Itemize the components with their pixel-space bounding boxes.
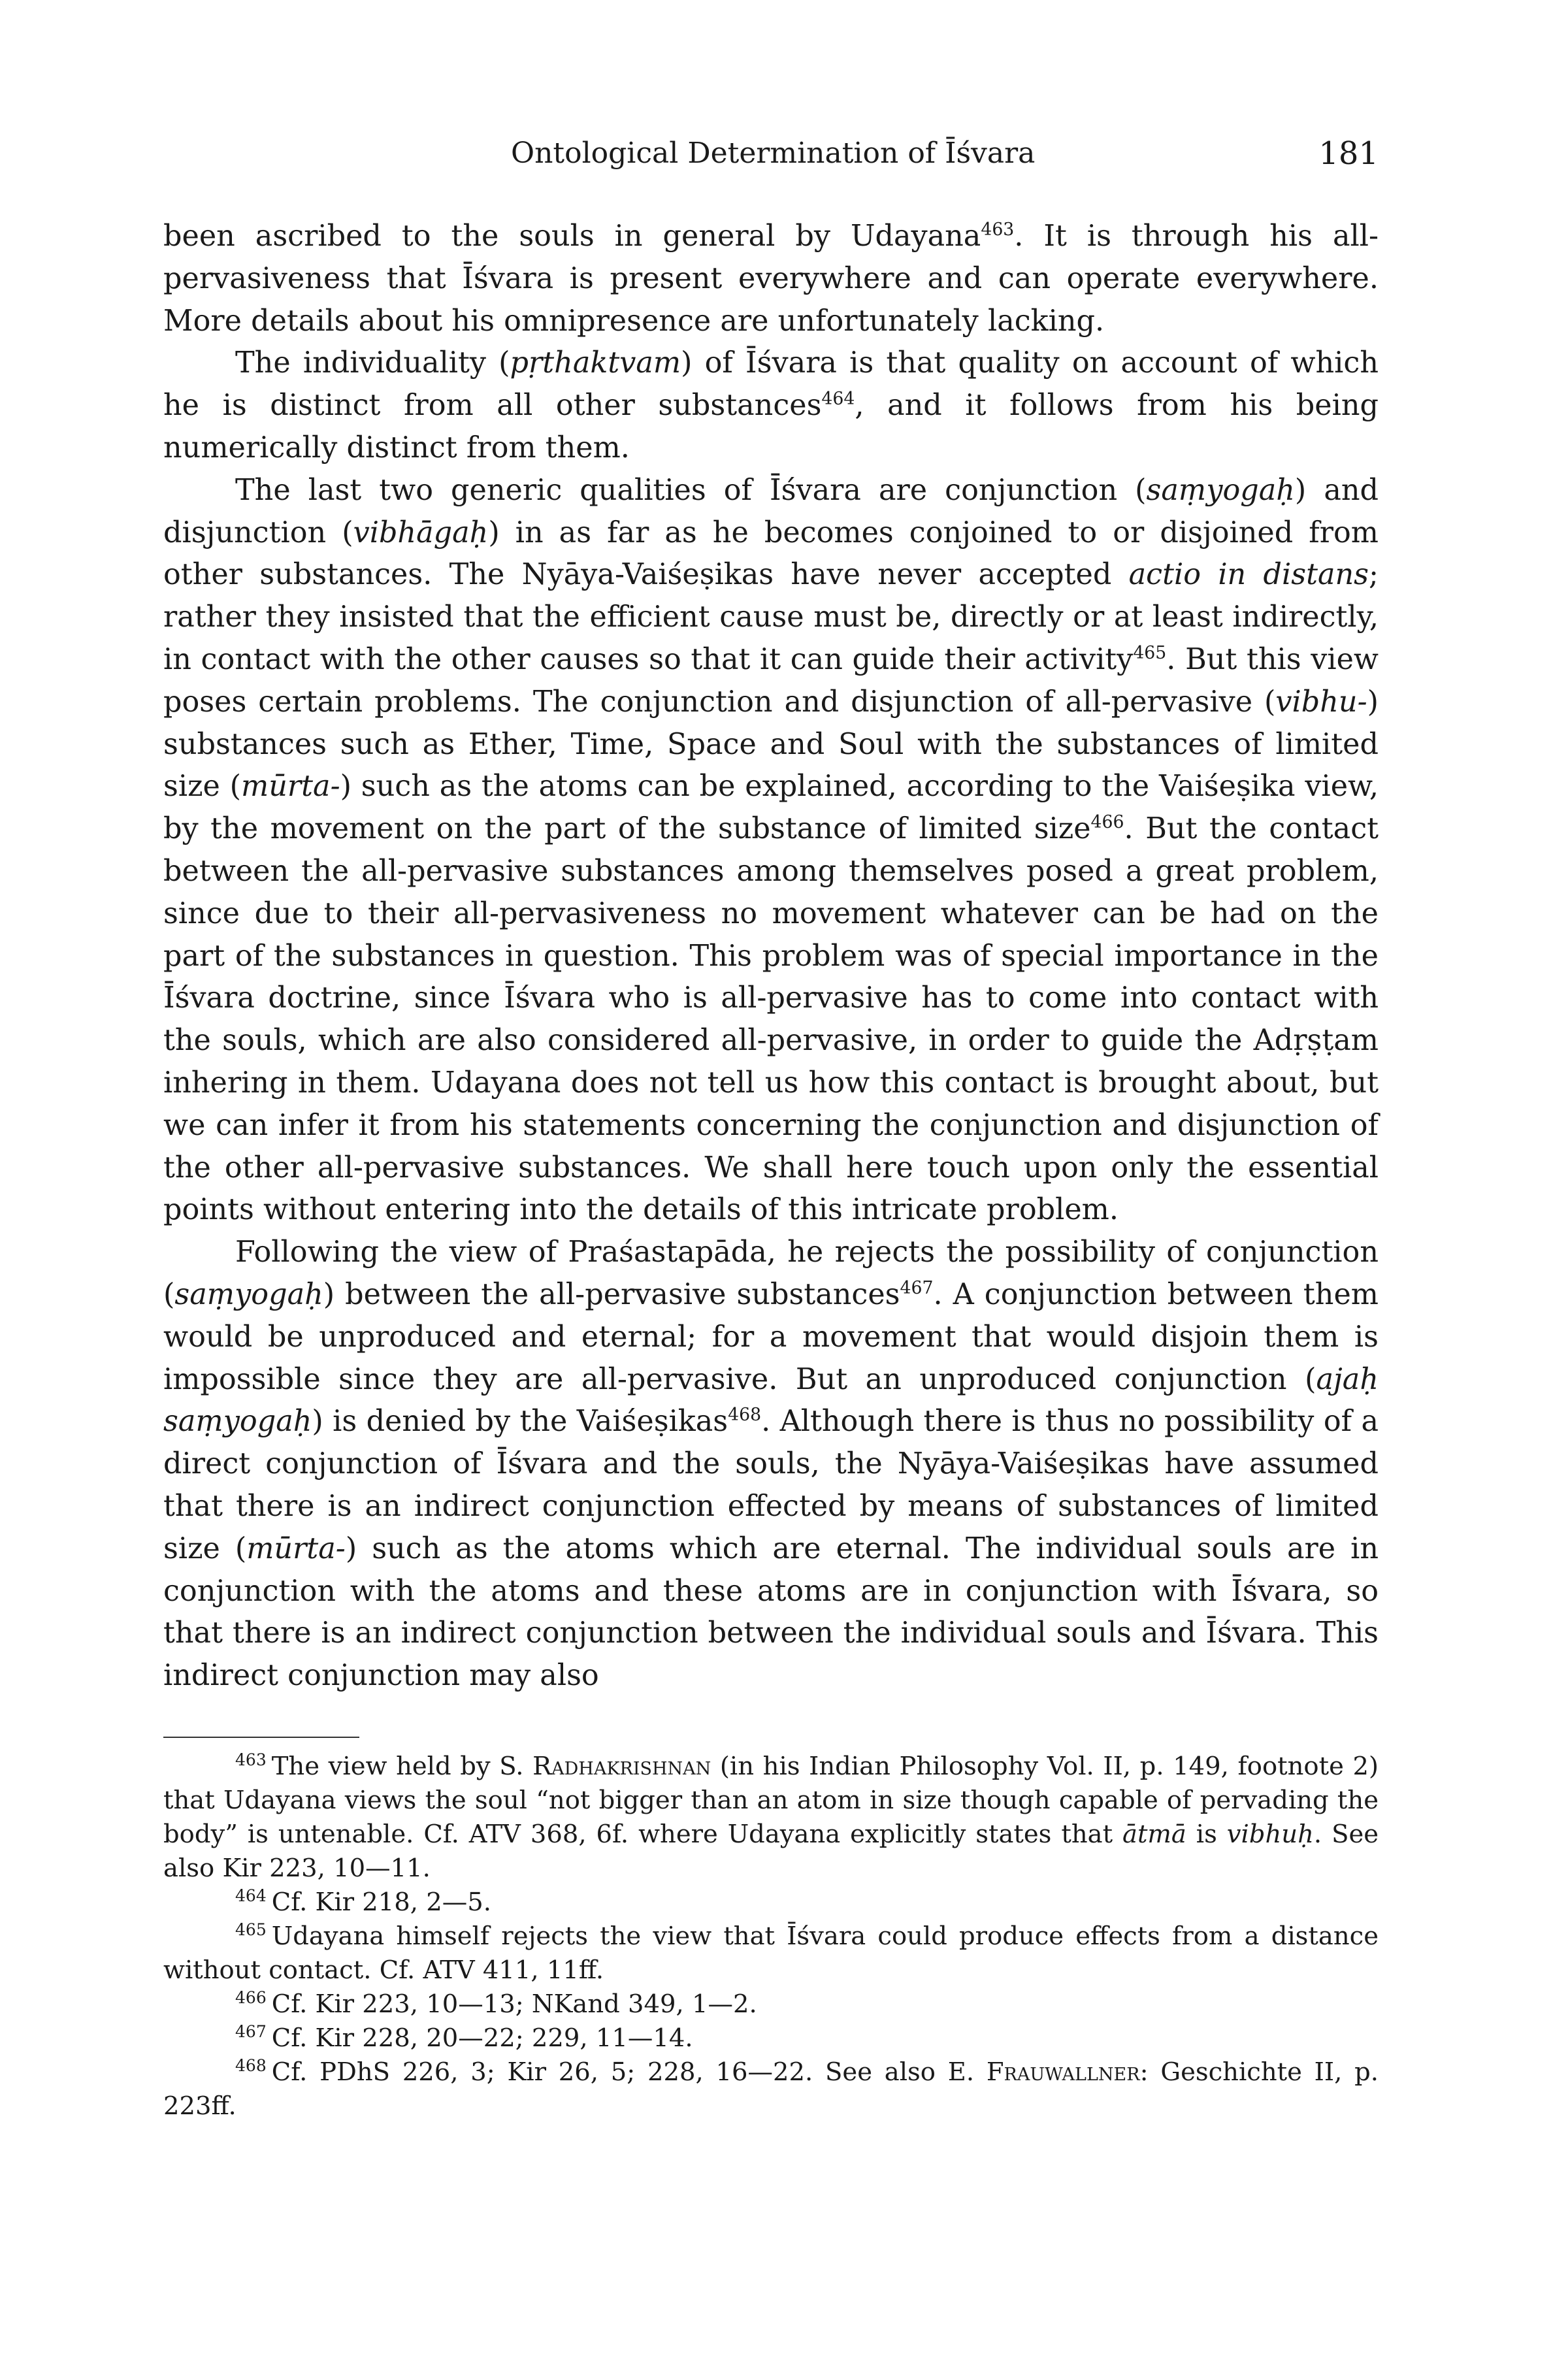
footnotes: [163, 1750, 1379, 2123]
body-paragraph: [163, 470, 1379, 1232]
text-run: ) is denied by the Vaiśeṣikas: [312, 1405, 728, 1439]
italic-term: mūrta-: [246, 1531, 346, 1565]
text-run: . But the contact between the all-pervasive substances among themselves posed a great problem, since due to their all-pervasiveness no movement whatever can be had on the part of the substances in question. This problem was of special importance in the Īśvara doctrine, since Īśvara who is all-pervasive has to come into contact with the souls, which are also considered all-pervasive, in order to guide the Adṛṣṭam inhering in them. Udayana does not tell us how this contact is brought about, but we can infer it from his statements concerning the conjunction and disjunction of the other all-pervasive substances. We shall here touch upon only the essential points without entering into the details of this intricate problem.: [163, 812, 1379, 1227]
page-number: 181: [1318, 135, 1379, 172]
text-run: ) in as far as he becomes conjoined to or disjoined from other substances. The Nyāya-Vaiśeṣikas have never accepted: [163, 515, 1379, 592]
italic-term: vibhuḥ: [1226, 1819, 1314, 1849]
text-run: . See also Kir 223, 10—11.: [163, 1819, 1379, 1883]
text-run: been ascribed to the souls in general by Udayana: [163, 220, 981, 253]
text-run: , and it follows from his being numerically distinct from them.: [163, 389, 1379, 465]
text-run: ; rather they insisted that the efficient cause must be, directly or at least indirectly, in contact with the other causes so that it can guide their activity: [163, 558, 1379, 676]
footnote-reference: 468: [728, 1405, 762, 1426]
footnote-number: 465: [235, 1920, 267, 1940]
italic-term: saṃyogaḥ: [174, 1277, 323, 1311]
footnote: [163, 1920, 1379, 1988]
footnote: [163, 1886, 1379, 1920]
footnote-reference: 463: [981, 219, 1015, 240]
text-run: : Geschichte II, p. 223ff.: [163, 2057, 1379, 2121]
text-run: ) substances such as Ether, Time, Space and Soul with the substances of limited size (: [163, 685, 1379, 804]
footnote-reference: 466: [1090, 812, 1124, 833]
italic-term: vibhāgaḥ: [353, 515, 489, 549]
body-paragraph: [163, 342, 1379, 469]
body-paragraph: [163, 1232, 1379, 1697]
author-name: Frauwallner: [986, 2057, 1140, 2087]
footnote-number: 464: [235, 1886, 267, 1906]
footnote-number: 467: [235, 2022, 267, 2042]
footnote: [163, 2055, 1379, 2123]
italic-term: vibhu-: [1275, 685, 1367, 719]
text-run: ) and disjunction (: [163, 473, 1379, 549]
italic-term: ajaḥ saṃyogaḥ: [163, 1362, 1379, 1439]
author-name: Radhakrishnan: [532, 1751, 711, 1781]
footnote-reference: 464: [821, 389, 855, 410]
footnote-number: 466: [235, 1988, 267, 2008]
footnote-number: 463: [235, 1750, 267, 1770]
body-paragraph: [163, 216, 1379, 342]
italic-term: mūrta-: [241, 770, 340, 804]
text-run: ) of Īśvara is that quality on account of which he is distinct from all other substances: [163, 346, 1379, 423]
italic-term: actio in distans: [1128, 558, 1369, 592]
text-run: Udayana himself rejects the view that Īśvara could produce effects from a distance without contact. Cf. ATV 411, 11ff.: [163, 1921, 1379, 1985]
text-run: Cf. Kir 228, 20—22; 229, 11—14.: [271, 2023, 693, 2053]
text-run: (in his Indian Philosophy Vol. II, p. 149, footnote 2) that Udayana views the soul “not bigger than an atom in size though capable of pervading the body” is untenable. Cf. ATV 368, 6f. where Udayana explicitly states that: [163, 1751, 1379, 1849]
footnote: [163, 2021, 1379, 2055]
text-run: Cf. Kir 218, 2—5.: [271, 1887, 491, 1917]
footnote-reference: 465: [1133, 642, 1167, 663]
body-text: [163, 216, 1379, 1697]
text-run: Following the view of Praśastapāda, he rejects the possibility of conjunction (: [163, 1235, 1379, 1311]
italic-term: ātmā: [1122, 1819, 1186, 1849]
text-run: ) such as the atoms which are eternal. The individual souls are in conjunction with the atoms and these atoms are in conjunction with Īśvara, so that there is an indirect conjunction between the individual souls and Īśvara. This indirect conjunction may also: [163, 1531, 1379, 1693]
text-run: The view held by S.: [271, 1751, 533, 1781]
italic-term: pṛthaktvam: [510, 346, 681, 380]
italic-term: saṃyogaḥ: [1146, 473, 1295, 507]
footnote: [163, 1750, 1379, 1886]
text-run: Cf. PDhS 226, 3; Kir 26, 5; 228, 16—22. See also E.: [271, 2057, 987, 2087]
text-run: . It is through his all-pervasiveness that Īśvara is present everywhere and can operate everywhere. More details about his omnipresence are unfortunately lacking.: [163, 220, 1379, 338]
footnote-number: 468: [235, 2056, 267, 2076]
footnote-reference: 467: [900, 1277, 934, 1298]
text-run: The last two generic qualities of Īśvara are conjunction (: [235, 473, 1147, 507]
footnote-rule: [163, 1737, 359, 1738]
running-title: Ontological Determination of Īśvara: [511, 137, 1036, 170]
running-head: [163, 131, 1379, 176]
text-run: ) between the all-pervasive substances: [323, 1277, 900, 1311]
text-run: . But this view poses certain problems. The conjunction and disjunction of all-pervasive (: [163, 642, 1379, 719]
text-run: is: [1186, 1819, 1227, 1849]
text-run: . A conjunction between them would be unproduced and eternal; for a movement that would disjoin them is impossible since they are all-pervasive. But an unproduced conjunction (: [163, 1277, 1379, 1396]
footnote: [163, 1988, 1379, 2021]
text-run: Cf. Kir 223, 10—13; NKand 349, 1—2.: [271, 1989, 757, 2019]
text-run: . Although there is thus no possibility of a direct conjunction of Īśvara and the souls, the Nyāya-Vaiśeṣikas have assumed that there is an indirect conjunction effected by means of substances of limited size (: [163, 1405, 1379, 1565]
book-page: [163, 131, 1379, 2123]
text-run: ) such as the atoms can be explained, according to the Vaiśeṣika view, by the movement on the part of the substance of limited size: [163, 770, 1379, 846]
text-run: The individuality (: [235, 346, 510, 380]
